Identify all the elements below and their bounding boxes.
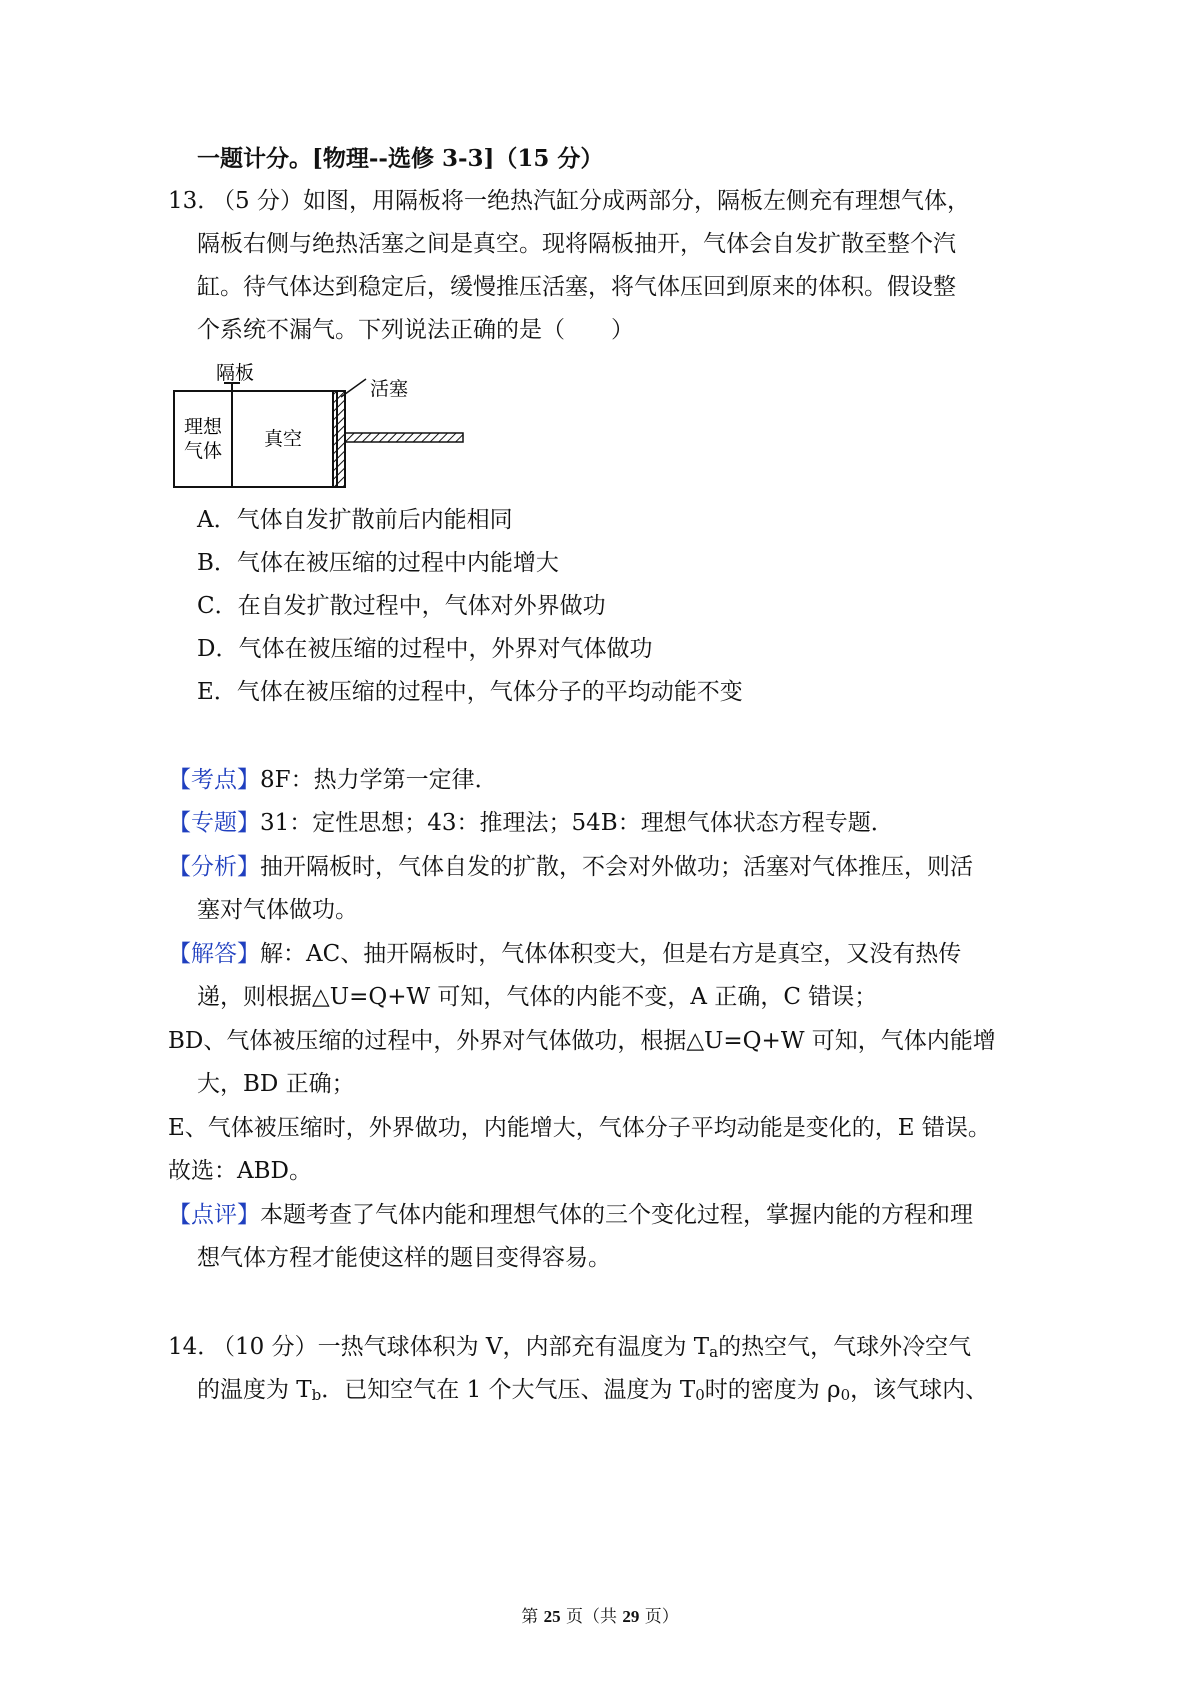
- dianping-line-1: 【点评】本题考查了气体内能和理想气体的三个变化过程，掌握内能的方程和理: [168, 1202, 973, 1228]
- vacuum-label: 真空: [264, 428, 303, 450]
- kaodian-tag: 【考点】: [168, 767, 260, 793]
- q14-line-1: 14．（10 分）一热气球体积为 V，内部充有温度为 $T_a$的热空气，气球外冷空气: [168, 1334, 972, 1361]
- partition-label: 隔板: [216, 362, 255, 384]
- section-header: 一题计分。[物理--选修 3-3]（15 分）: [197, 145, 604, 172]
- zhuanti-line: 【专题】31：定性思想；43：推理法；54B：理想气体状态方程专题．: [168, 810, 894, 836]
- dianping-tag: 【点评】: [168, 1202, 260, 1228]
- q14-number: 14．: [168, 1334, 221, 1360]
- zhuanti-tag: 【专题】: [168, 810, 260, 836]
- page-number: 25: [543, 1607, 561, 1626]
- q13-line-1: 13．（5 分）如图，用隔板将一绝热汽缸分成两部分，隔板左侧充有理想气体，: [168, 188, 970, 214]
- jieda-line-2: 递，则根据△U=Q+W 可知，气体的内能不变，A 正确，C 错误；: [197, 984, 878, 1010]
- option-d: D．气体在被压缩的过程中，外界对气体做功: [197, 636, 653, 662]
- jieda-line-3: BD、气体被压缩的过程中，外界对气体做功，根据△U=Q+W 可知，气体内能增: [168, 1028, 996, 1054]
- option-c: C．在自发扩散过程中，气体对外界做功: [197, 593, 606, 619]
- piston-leader-line: [341, 379, 366, 397]
- option-a: A．气体自发扩散前后内能相同: [197, 507, 513, 533]
- jieda-line-4: 大，BD 正确；: [197, 1071, 355, 1097]
- page-total: 29: [622, 1607, 640, 1626]
- kaodian-line: 【考点】8F：热力学第一定律．: [168, 767, 498, 793]
- q13-line-4: 个系统不漏气。下列说法正确的是（ ）: [197, 317, 634, 343]
- jieda-tag: 【解答】: [168, 941, 260, 967]
- q13-line-2: 隔板右侧与绝热活塞之间是真空。现将隔板抽开，气体会自发扩散至整个汽: [197, 231, 956, 257]
- q13-number: 13．: [168, 188, 221, 214]
- gas-label-line2: 气体: [184, 440, 223, 462]
- fenxi-tag: 【分析】: [168, 854, 260, 880]
- piston-label: 活塞: [370, 378, 409, 400]
- option-b: B．气体在被压缩的过程中内能增大: [197, 550, 559, 576]
- piston-rod: [345, 433, 463, 442]
- jieda-line-1: 【解答】解：AC、抽开隔板时，气体体积变大，但是右方是真空，又没有热传: [168, 941, 962, 967]
- q14-line-2: 的温度为 $T_b$．已知空气在 1 个大气压、温度为 $T_0$时的密度为 $\rho_0$，该气球内、: [197, 1377, 989, 1404]
- gas-label-line1: 理想: [184, 416, 223, 438]
- page-footer: 第 25 页（共 29 页）: [521, 1607, 679, 1627]
- jieda-line-5: E、气体被压缩时，外界做功，内能增大，气体分子平均动能是变化的，E 错误。: [168, 1115, 991, 1141]
- fenxi-line-2: 塞对气体做功。: [197, 897, 358, 923]
- cylinder-diagram: [160, 355, 480, 495]
- dianping-line-2: 想气体方程才能使这样的题目变得容易。: [197, 1245, 611, 1271]
- piston: [333, 391, 345, 487]
- jieda-line-6: 故选：ABD。: [168, 1158, 312, 1184]
- option-e: E．气体在被压缩的过程中，气体分子的平均动能不变: [197, 679, 743, 705]
- q13-line-3: 缸。待气体达到稳定后，缓慢推压活塞，将气体压回到原来的体积。假设整: [197, 274, 956, 300]
- fenxi-line-1: 【分析】抽开隔板时，气体自发的扩散，不会对外做功；活塞对气体推压，则活: [168, 854, 973, 880]
- cylinder-outline: [174, 391, 337, 487]
